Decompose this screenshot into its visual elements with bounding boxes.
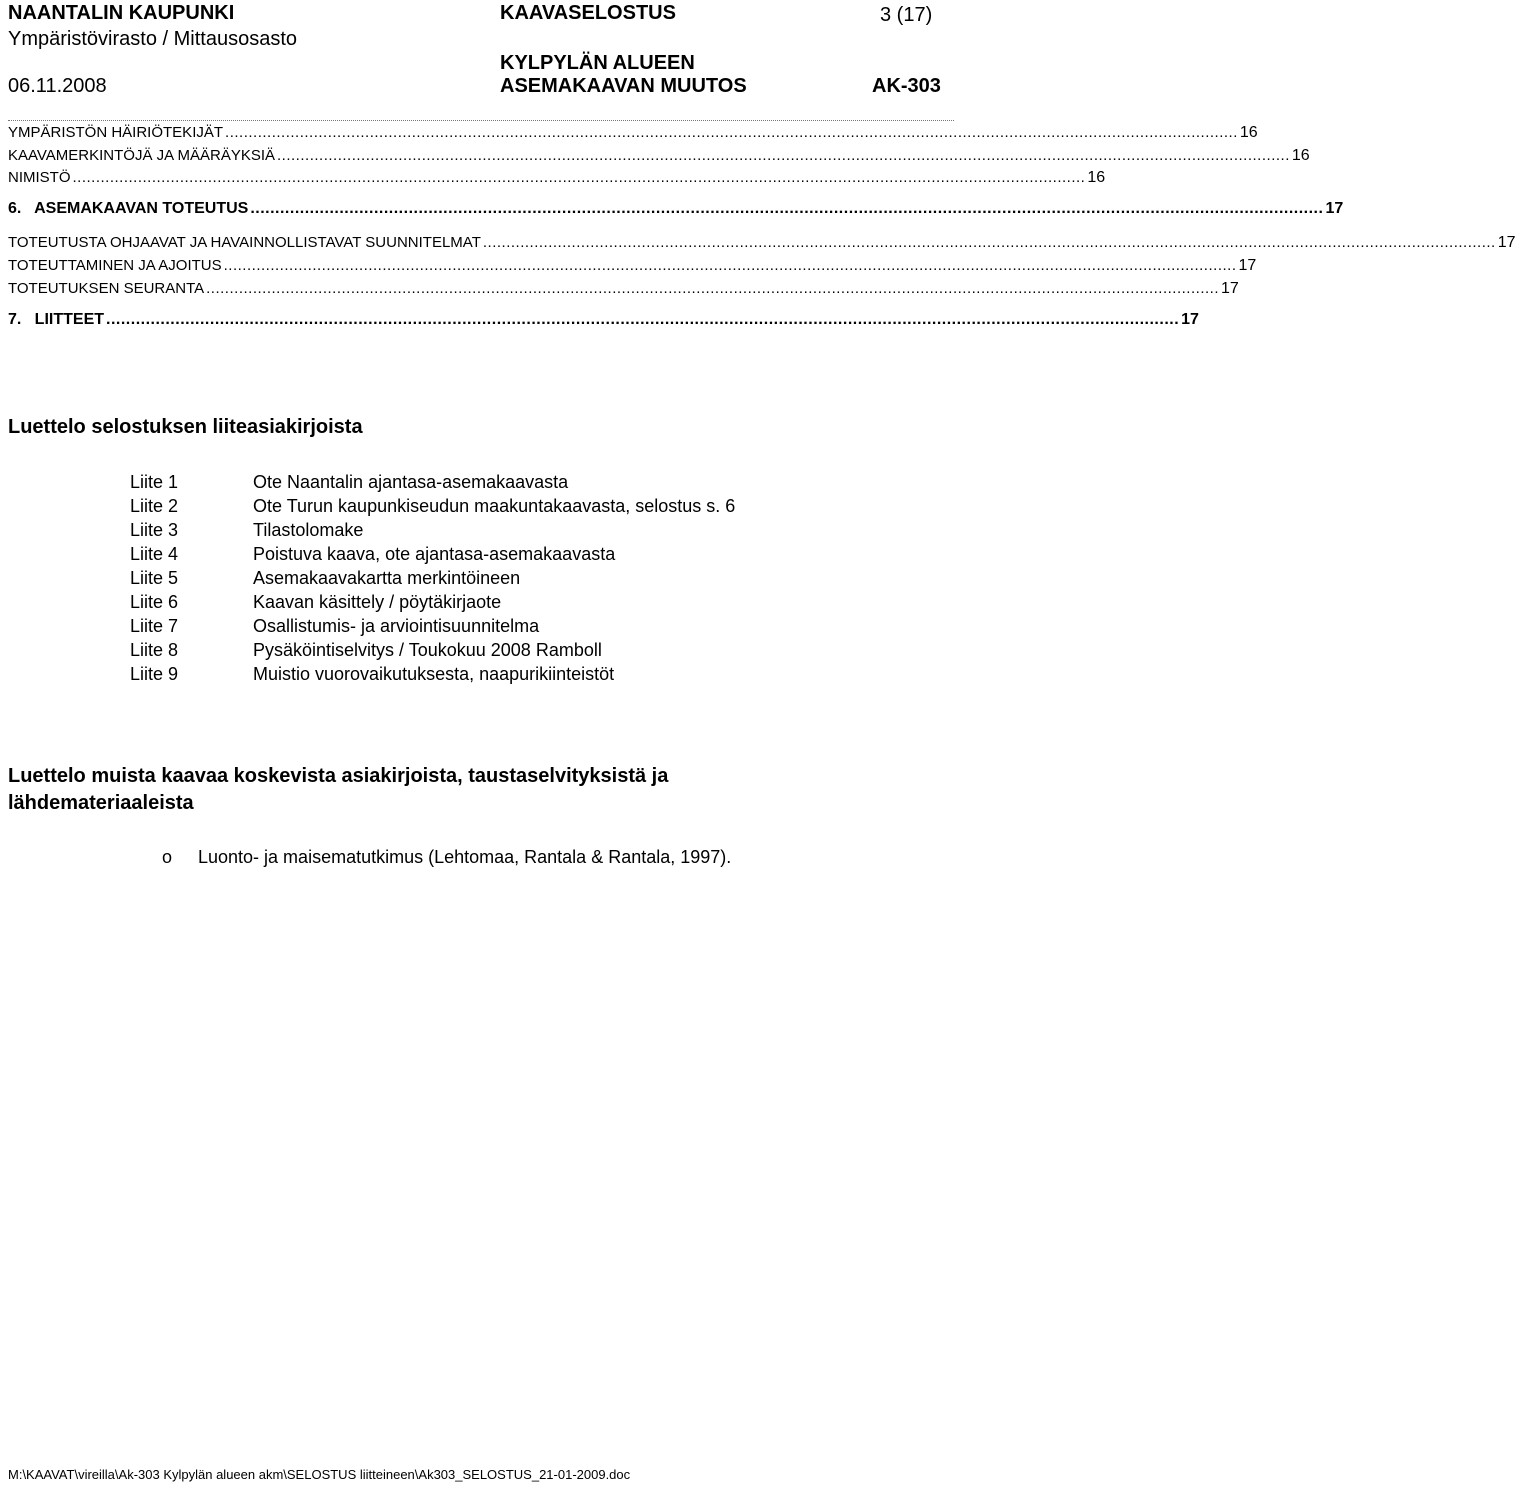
attachment-key: Liite 9 bbox=[130, 664, 179, 684]
header-area: KYLPYLÄN ALUEEN bbox=[500, 52, 695, 74]
attachment-title: Poistuva kaava, ote ajantasa-asemakaavasta bbox=[253, 544, 616, 564]
header-department: Ympäristövirasto / Mittausosasto bbox=[8, 28, 297, 50]
toc-entry-label: TOTEUTUKSEN SEURANTA bbox=[8, 280, 205, 297]
toc-entry[interactable] bbox=[8, 311, 1199, 333]
attachment-key: Liite 1 bbox=[130, 472, 179, 492]
attachment-title: Osallistumis- ja arviointisuunnitelma bbox=[253, 616, 540, 636]
toc-entry[interactable] bbox=[8, 147, 1310, 169]
other-docs-title-line2: lähdemateriaaleista bbox=[8, 792, 194, 814]
toc-entry-page: 17 bbox=[1497, 234, 1516, 251]
attachment-title: Muistio vuorovaikutuksesta, naapurikiinteistöt bbox=[253, 664, 615, 684]
toc-leader-dots: ......................................................................................................................................................................................................................... bbox=[223, 257, 1237, 274]
attachment-title: Asemakaavakartta merkintöineen bbox=[253, 568, 521, 588]
attachments-title: Luettelo selostuksen liiteasiakirjoista bbox=[8, 416, 363, 438]
toc-entry-label: TOTEUTUSTA OHJAAVAT JA HAVAINNOLLISTAVAT SUUNNITELMAT bbox=[8, 234, 481, 251]
toc-entry-page: 17 bbox=[1181, 311, 1199, 328]
attachment-key: Liite 6 bbox=[130, 592, 179, 612]
bullet-icon: o bbox=[162, 847, 173, 867]
attachment-key: Liite 5 bbox=[130, 568, 179, 588]
toc-entry-page: 16 bbox=[1239, 124, 1258, 141]
toc-leader-dots: ......................................................................................................................................................................................................................... bbox=[72, 169, 1086, 186]
attachment-title: Kaavan käsittely / pöytäkirjaote bbox=[253, 592, 502, 612]
toc-entry[interactable] bbox=[8, 200, 1344, 222]
attachment-key: Liite 8 bbox=[130, 640, 179, 660]
toc-leader-dots: ......................................................................................................................................................................................................................... bbox=[250, 200, 1324, 217]
attachment-key: Liite 7 bbox=[130, 616, 179, 636]
header-plan-change: ASEMAKAAVAN MUUTOS bbox=[500, 75, 747, 97]
header-doc-type: KAAVASELOSTUS bbox=[500, 2, 676, 24]
toc-leader-dots: ......................................................................................................................................................................................................................... bbox=[106, 311, 1180, 328]
footer-file-path: M:\KAAVAT\vireilla\Ak-303 Kylpylän alueen akm\SELOSTUS liitteineen\Ak303_SELOSTUS_21-01-2009.doc bbox=[8, 1467, 631, 1482]
header-page-number: 3 (17) bbox=[880, 4, 933, 26]
toc-leader-dots: ......................................................................................................................................................................................................................... bbox=[482, 234, 1496, 251]
toc-entry-label: KAAVAMERKINTÖJÄ JA MÄÄRÄYKSIÄ bbox=[8, 147, 276, 164]
header-date: 06.11.2008 bbox=[8, 75, 107, 97]
toc-entry[interactable] bbox=[8, 257, 1257, 279]
header-plan-code: AK-303 bbox=[872, 75, 941, 97]
toc-leader-dots: ......................................................................................................................................................................................................................... bbox=[277, 147, 1290, 164]
toc-leader-dots: ......................................................................................................................................................................................................................... bbox=[225, 124, 1238, 141]
toc-entry-page: 16 bbox=[1087, 169, 1106, 186]
toc-entry-label: NIMISTÖ bbox=[8, 169, 71, 186]
toc-entry-page: 16 bbox=[1291, 147, 1310, 164]
other-docs-title-line1: Luettelo muista kaavaa koskevista asiakirjoista, taustaselvityksistä ja bbox=[8, 765, 669, 787]
toc-entry-label: 6. ASEMAKAAVAN TOTEUTUS bbox=[8, 200, 249, 217]
other-docs-item: Luonto- ja maisematutkimus (Lehtomaa, Rantala & Rantala, 1997). bbox=[198, 847, 732, 867]
toc-entry[interactable] bbox=[8, 280, 1239, 302]
header-org: NAANTALIN KAUPUNKI bbox=[8, 2, 235, 24]
toc-entry-label: 7. LIITTEET bbox=[8, 311, 105, 328]
toc-entry-page: 17 bbox=[1325, 200, 1344, 217]
toc-entry-page: 17 bbox=[1220, 280, 1239, 297]
toc-entry-label: YMPÄRISTÖN HÄIRIÖTEKIJÄT bbox=[8, 124, 224, 141]
attachment-key: Liite 3 bbox=[130, 520, 179, 540]
attachment-title: Tilastolomake bbox=[253, 520, 364, 540]
toc-leader-dots: ......................................................................................................................................................................................................................... bbox=[206, 280, 1219, 297]
attachment-title: Ote Turun kaupunkiseudun maakuntakaavasta, selostus s. 6 bbox=[253, 496, 736, 516]
toc-entry[interactable] bbox=[8, 234, 1516, 256]
toc-entry[interactable] bbox=[8, 124, 1258, 146]
attachment-title: Ote Naantalin ajantasa-asemakaavasta bbox=[253, 472, 569, 492]
toc-entry[interactable] bbox=[8, 169, 1106, 191]
toc-entry-label: TOTEUTTAMINEN JA AJOITUS bbox=[8, 257, 222, 274]
toc-entry-page: 17 bbox=[1238, 257, 1257, 274]
attachment-key: Liite 2 bbox=[130, 496, 179, 516]
attachment-title: Pysäköintiselvitys / Toukokuu 2008 Ramboll bbox=[253, 640, 602, 660]
attachment-key: Liite 4 bbox=[130, 544, 179, 564]
header-divider bbox=[8, 120, 954, 121]
